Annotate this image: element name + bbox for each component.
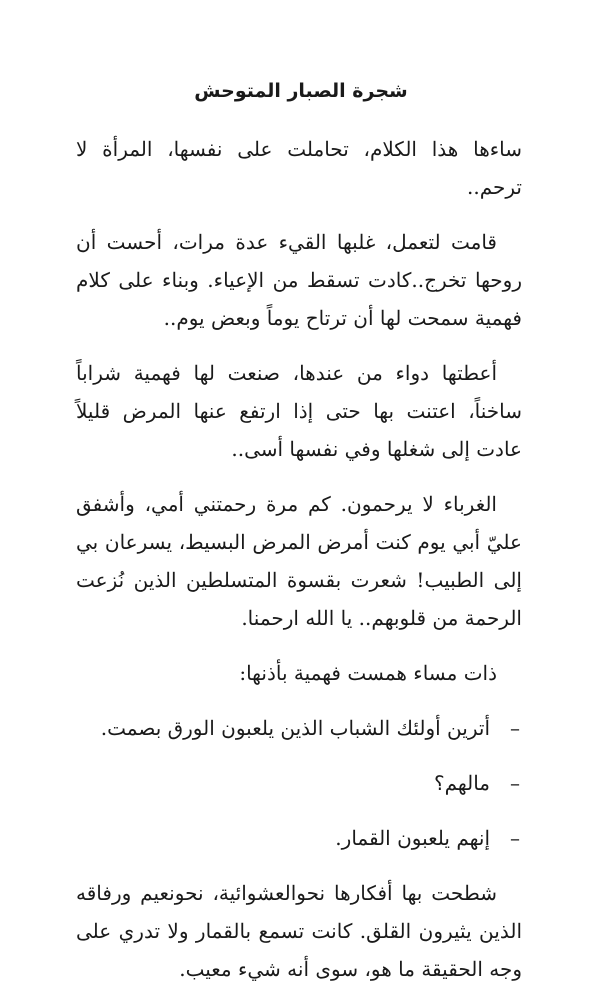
dialogue-dash: –: [510, 826, 520, 850]
page-body: [76, 130, 522, 1005]
dialogue-text: إنهم يلعبون القمار.: [335, 826, 490, 850]
paragraph-closing: شطحت بها أفكارها نحوالعشوائية، نحونعيم ورفاقه الذين يثيرون القلق. كانت تسمع بالقمار ولا تدري على وجه الحقيقة ما هو، سوى أنه شيء معيب.: [76, 881, 522, 981]
paragraph-4: الغرباء لا يرحمون. كم مرة رحمتني أمي، وأشفق عليّ أبي يوم كنت أمرض المرض البسيط، يسرعان بي إلى الطبيب! شعرت بقسوة المتسلطين الذين نُزعت الرحمة من قلوبهم.. يا الله ارحمنا.: [76, 492, 522, 630]
dialogue-dash: –: [510, 771, 520, 795]
paragraph-2: قامت لتعمل، غلبها القيء عدة مرات، أحست أن روحها تخرج..كادت تسقط من الإعياء. وبناء على كلام فهمية سمحت لها أن ترتاح يوماً وبعض يوم..: [76, 230, 522, 330]
dialogue-line: [76, 764, 522, 802]
dialogue-dash: –: [510, 716, 520, 740]
paragraph-3: أعطتها دواء من عندها، صنعت لها فهمية شراباً ساخناً، اعتنت بها حتى إذا ارتفع عنها المرض قليلاً عادت إلى شغلها وفي نفسها أسى..: [76, 361, 522, 461]
chapter-title: شجرة الصبار المتوحش: [194, 80, 408, 102]
dialogue-intro: ذات مساء همست فهمية بأذنها:: [239, 661, 497, 685]
dialogue-line: [76, 709, 522, 747]
dialogue-line: [76, 819, 522, 857]
dialogue-text: أترين أولئك الشباب الذين يلعبون الورق بصمت.: [100, 716, 490, 740]
paragraph-1: ساءها هذا الكلام، تحاملت على نفسها، المرأة لا ترحم..: [76, 137, 522, 199]
dialogue-text: مالهم؟: [433, 771, 490, 795]
